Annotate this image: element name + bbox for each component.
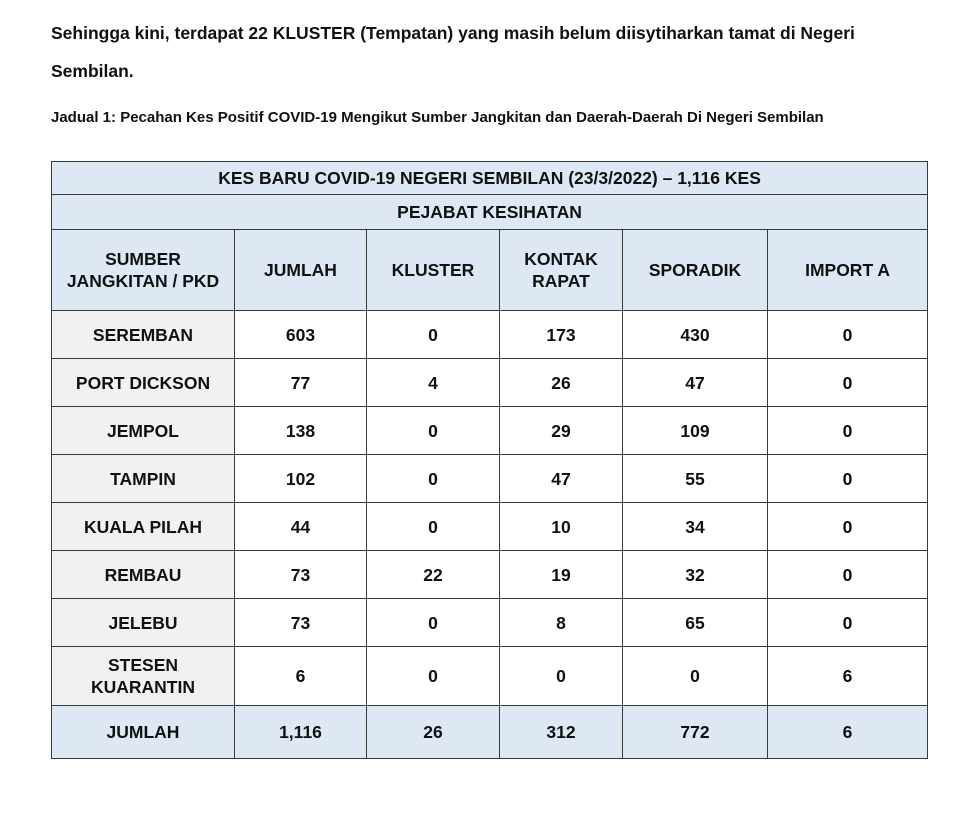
row-name: SEREMBAN [52,311,235,359]
cell-sporadik: 32 [623,551,768,599]
row-name: PORT DICKSON [52,359,235,407]
table-caption: Jadual 1: Pecahan Kes Positif COVID-19 Mengikut Sumber Jangkitan dan Daerah-Daerah Di Negeri Sembilan [51,109,824,126]
total-kontak: 312 [500,706,623,759]
cell-sporadik: 47 [623,359,768,407]
cell-jumlah: 44 [235,503,367,551]
cell-import: 6 [768,647,928,706]
cell-jumlah: 73 [235,599,367,647]
cell-import: 0 [768,503,928,551]
table-row [52,407,928,455]
row-name: KUALA PILAH [52,503,235,551]
intro-paragraph: Sehingga kini, terdapat 22 KLUSTER (Tempatan) yang masih belum diisytiharkan tamat di Negeri Sembilan. [51,23,855,81]
header-kluster: KLUSTER [367,230,500,311]
cell-import: 0 [768,407,928,455]
cell-kontak: 29 [500,407,623,455]
cell-jumlah: 6 [235,647,367,706]
header-jumlah: JUMLAH [235,230,367,311]
table-row [52,455,928,503]
total-label: JUMLAH [52,706,235,759]
cell-jumlah: 102 [235,455,367,503]
cases-table [51,161,928,759]
cell-kluster: 22 [367,551,500,599]
cell-sporadik: 65 [623,599,768,647]
cell-kontak: 0 [500,647,623,706]
header-sporadik: SPORADIK [623,230,768,311]
table-row [52,647,928,706]
table-row [52,599,928,647]
table-row [52,359,928,407]
table-row [52,311,928,359]
table-row [52,503,928,551]
cell-sporadik: 55 [623,455,768,503]
header-sumber: SUMBER JANGKITAN / PKD [52,230,235,311]
cell-kontak: 173 [500,311,623,359]
cell-sporadik: 109 [623,407,768,455]
cell-jumlah: 73 [235,551,367,599]
cell-import: 0 [768,359,928,407]
row-name: STESEN KUARANTIN [52,647,235,706]
cell-kontak: 19 [500,551,623,599]
total-import: 6 [768,706,928,759]
row-name: REMBAU [52,551,235,599]
table-subtitle: PEJABAT KESIHATAN [52,195,928,230]
cell-jumlah: 603 [235,311,367,359]
cell-kluster: 0 [367,503,500,551]
cell-sporadik: 430 [623,311,768,359]
total-kluster: 26 [367,706,500,759]
cell-kontak: 26 [500,359,623,407]
total-sporadik: 772 [623,706,768,759]
cell-kluster: 0 [367,455,500,503]
cell-jumlah: 138 [235,407,367,455]
header-kontak: KONTAK RAPAT [500,230,623,311]
cell-jumlah: 77 [235,359,367,407]
cell-kontak: 47 [500,455,623,503]
cell-import: 0 [768,599,928,647]
cell-sporadik: 34 [623,503,768,551]
cell-import: 0 [768,551,928,599]
header-import: IMPORT A [768,230,928,311]
cell-import: 0 [768,455,928,503]
cell-kontak: 10 [500,503,623,551]
row-name: JEMPOL [52,407,235,455]
total-row [52,706,928,759]
cell-sporadik: 0 [623,647,768,706]
cell-kluster: 0 [367,599,500,647]
cell-import: 0 [768,311,928,359]
cell-kluster: 4 [367,359,500,407]
total-jumlah: 1,116 [235,706,367,759]
row-name: JELEBU [52,599,235,647]
table-title: KES BARU COVID-19 NEGERI SEMBILAN (23/3/2022) – 1,116 KES [52,162,928,195]
cell-kluster: 0 [367,311,500,359]
row-name: TAMPIN [52,455,235,503]
cell-kontak: 8 [500,599,623,647]
cell-kluster: 0 [367,407,500,455]
cell-kluster: 0 [367,647,500,706]
table-row [52,551,928,599]
